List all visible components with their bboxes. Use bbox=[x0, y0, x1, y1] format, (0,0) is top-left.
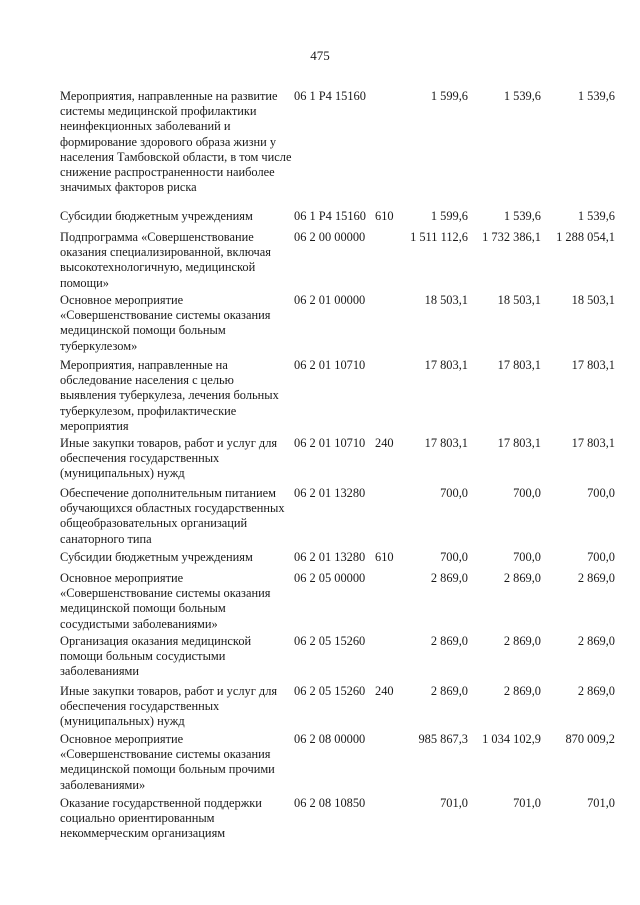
row-expense-type: 240 bbox=[375, 436, 394, 450]
row-code: 06 2 08 10850 bbox=[294, 796, 366, 810]
row-name: Мероприятия, направленные на обследование населения с целью выявления туберкулеза, лечения больных туберкулезом, профилактические мероприятия bbox=[60, 358, 279, 433]
row-value-2: 701,0 bbox=[513, 796, 541, 810]
row-value-3: 700,0 bbox=[587, 486, 615, 500]
row-code: 06 2 01 10710 bbox=[294, 358, 366, 372]
row-value-2: 18 503,1 bbox=[497, 293, 541, 307]
row-name: Иные закупки товаров, работ и услуг для обеспечения государственных (муниципальных) нужд bbox=[60, 436, 278, 481]
row-name: Оказание государственной поддержки социально ориентированным некоммерческим организациям bbox=[60, 796, 262, 841]
row-value-3: 1 539,6 bbox=[577, 89, 615, 103]
row-name: Основное мероприятие «Совершенствование системы оказания медицинской помощи больным сосудистыми заболеваниями» bbox=[60, 571, 271, 631]
row-value-3: 1 288 054,1 bbox=[556, 230, 615, 244]
row-value-2: 17 803,1 bbox=[497, 358, 541, 372]
row-code: 06 2 08 00000 bbox=[294, 732, 366, 746]
row-code: 06 2 05 15260 bbox=[294, 684, 366, 698]
row-value-2: 2 869,0 bbox=[503, 684, 541, 698]
row-name: Обеспечение дополнительным питанием обучающихся областных государственных общеобразовательных организаций санаторного типа bbox=[60, 486, 285, 546]
row-value-3: 870 009,2 bbox=[565, 732, 615, 746]
row-expense-type: 610 bbox=[375, 550, 394, 564]
row-value-3: 700,0 bbox=[587, 550, 615, 564]
row-value-1: 18 503,1 bbox=[424, 293, 468, 307]
row-value-2: 700,0 bbox=[513, 486, 541, 500]
row-name: Мероприятия, направленные на развитие системы медицинской профилактики неинфекционных заболеваний и формирование здорового образа жизни у населения Тамбовской области, в том числе снижение распространенности наиболее значимых факторов риска bbox=[60, 89, 292, 195]
row-value-3: 2 869,0 bbox=[577, 571, 615, 585]
row-value-2: 1 539,6 bbox=[503, 89, 541, 103]
row-value-3: 18 503,1 bbox=[571, 293, 615, 307]
row-value-1: 1 599,6 bbox=[430, 209, 468, 223]
row-code: 06 2 01 13280 bbox=[294, 486, 366, 500]
row-name: Иные закупки товаров, работ и услуг для обеспечения государственных (муниципальных) нужд bbox=[60, 684, 278, 729]
row-value-1: 1 511 112,6 bbox=[410, 230, 468, 244]
row-name: Основное мероприятие «Совершенствование системы оказания медицинской помощи больным прочими заболеваниями» bbox=[60, 732, 275, 792]
row-value-2: 2 869,0 bbox=[503, 634, 541, 648]
row-value-2: 1 034 102,9 bbox=[482, 732, 541, 746]
row-code: 06 2 05 00000 bbox=[294, 571, 366, 585]
row-value-3: 17 803,1 bbox=[571, 436, 615, 450]
row-value-3: 701,0 bbox=[587, 796, 615, 810]
row-value-2: 17 803,1 bbox=[497, 436, 541, 450]
row-value-2: 1 732 386,1 bbox=[482, 230, 541, 244]
row-name: Организация оказания медицинской помощи больным сосудистыми заболеваниями bbox=[60, 634, 252, 679]
row-code: 06 2 01 10710 bbox=[294, 436, 366, 450]
row-value-1: 700,0 bbox=[440, 550, 468, 564]
row-value-1: 2 869,0 bbox=[430, 571, 468, 585]
row-value-1: 1 599,6 bbox=[430, 89, 468, 103]
row-value-2: 1 539,6 bbox=[503, 209, 541, 223]
row-value-2: 2 869,0 bbox=[503, 571, 541, 585]
row-value-1: 985 867,3 bbox=[418, 732, 468, 746]
row-name: Подпрограмма «Совершенствование оказания специализированной, включая высокотехнологичную, медицинской помощи» bbox=[60, 230, 271, 290]
row-value-3: 2 869,0 bbox=[577, 634, 615, 648]
row-code: 06 1 Р4 15160 bbox=[294, 209, 366, 223]
row-value-2: 700,0 bbox=[513, 550, 541, 564]
row-code: 06 2 01 13280 bbox=[294, 550, 366, 564]
row-value-1: 2 869,0 bbox=[430, 634, 468, 648]
row-expense-type: 610 bbox=[375, 209, 394, 223]
row-name: Основное мероприятие «Совершенствование системы оказания медицинской помощи больным туберкулезом» bbox=[60, 293, 271, 353]
row-value-1: 2 869,0 bbox=[430, 684, 468, 698]
row-code: 06 2 00 00000 bbox=[294, 230, 366, 244]
page-number: 475 bbox=[310, 48, 330, 63]
row-value-1: 17 803,1 bbox=[424, 436, 468, 450]
row-name: Субсидии бюджетным учреждениям bbox=[60, 550, 253, 564]
row-code: 06 1 Р4 15160 bbox=[294, 89, 366, 103]
row-value-1: 700,0 bbox=[440, 486, 468, 500]
row-code: 06 2 01 00000 bbox=[294, 293, 366, 307]
row-value-1: 17 803,1 bbox=[424, 358, 468, 372]
row-value-3: 2 869,0 bbox=[577, 684, 615, 698]
row-value-3: 1 539,6 bbox=[577, 209, 615, 223]
row-code: 06 2 05 15260 bbox=[294, 634, 366, 648]
row-value-3: 17 803,1 bbox=[571, 358, 615, 372]
row-name: Субсидии бюджетным учреждениям bbox=[60, 209, 253, 223]
row-value-1: 701,0 bbox=[440, 796, 468, 810]
row-expense-type: 240 bbox=[375, 684, 394, 698]
